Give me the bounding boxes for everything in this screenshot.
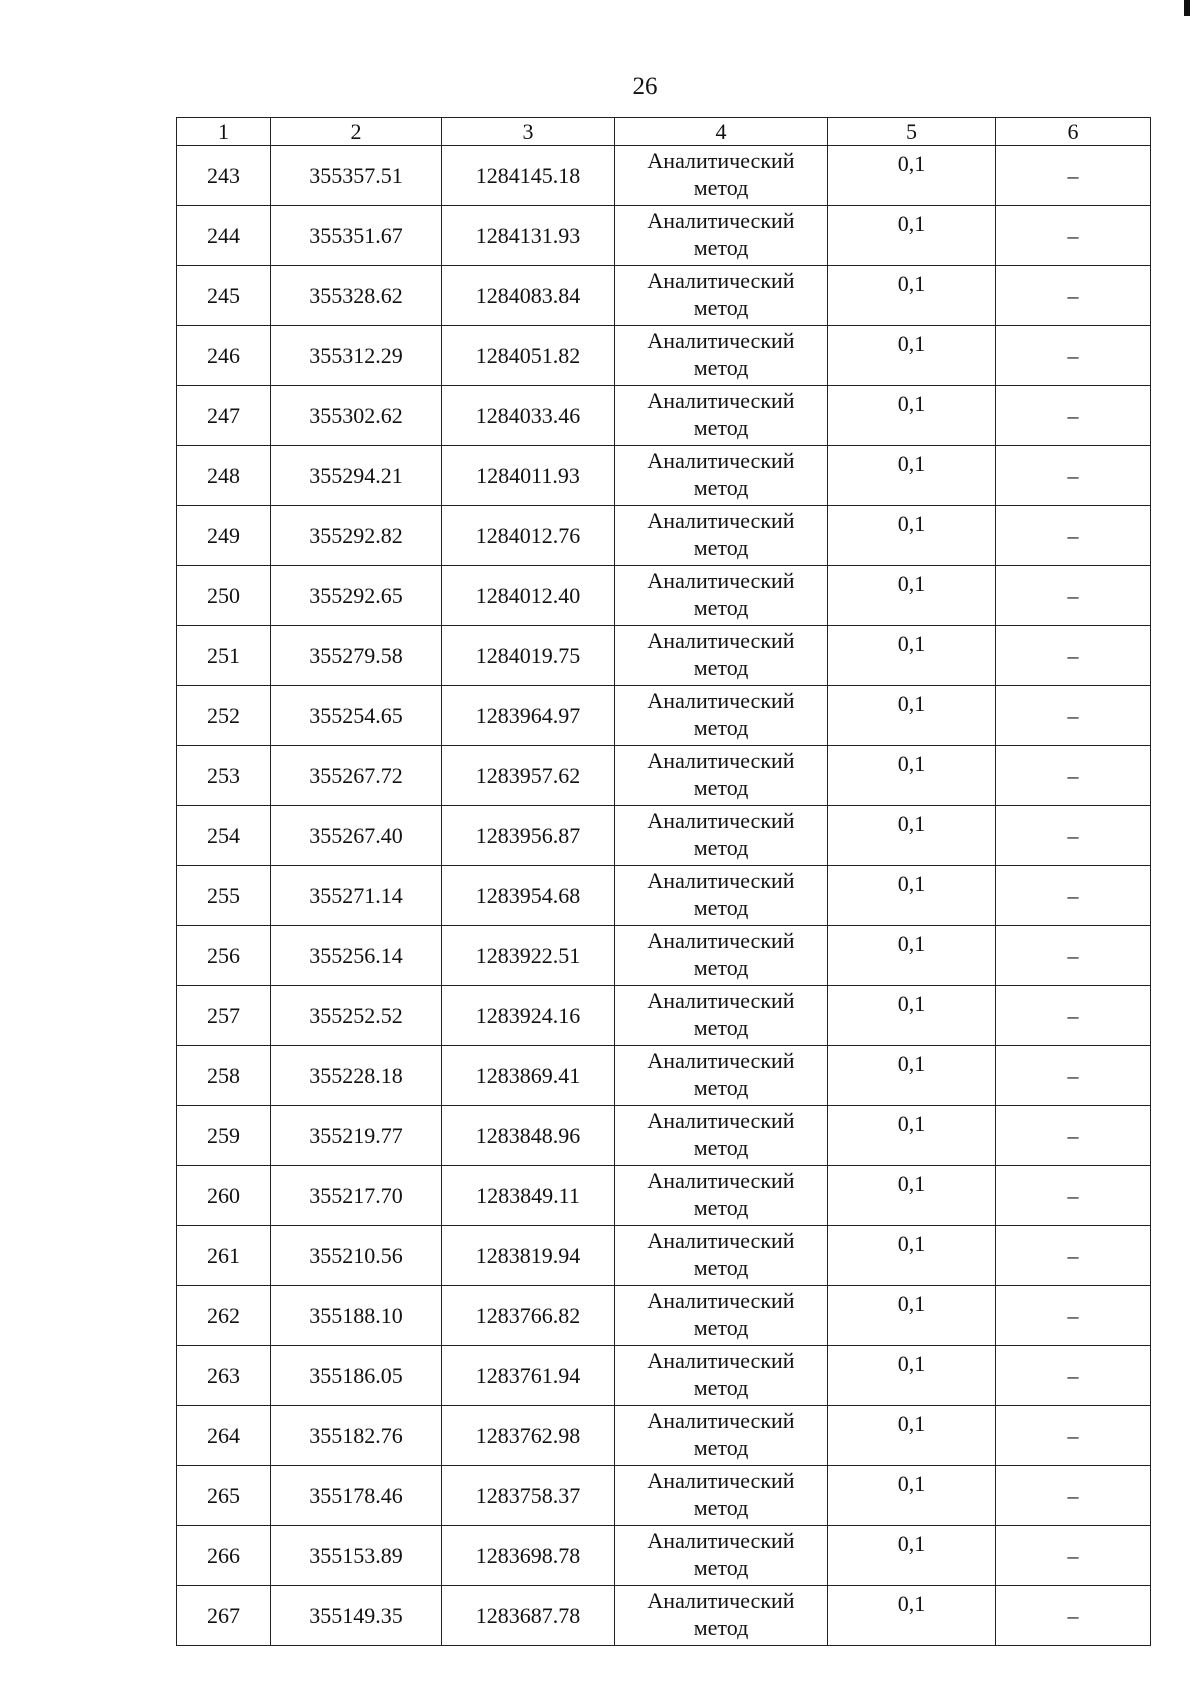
- coordinates-table-container: [176, 117, 1150, 1646]
- column-header-2: 2: [271, 118, 442, 146]
- method-line-2: метод: [693, 1375, 749, 1400]
- note-cell: –: [996, 626, 1151, 686]
- point-number-cell: 263: [177, 1346, 271, 1406]
- y-coordinate-cell: 1283766.82: [442, 1286, 615, 1346]
- method-line-2: метод: [693, 715, 749, 740]
- method-line-2: метод: [693, 1135, 749, 1160]
- method-line-2: метод: [693, 415, 749, 440]
- note-cell: –: [996, 1166, 1151, 1226]
- point-number-cell: 246: [177, 326, 271, 386]
- method-cell: [615, 1166, 828, 1226]
- accuracy-cell: 0,1: [828, 386, 996, 446]
- method-line-1: Аналитический: [647, 1528, 795, 1553]
- point-number-cell: 252: [177, 686, 271, 746]
- method-cell: [615, 1406, 828, 1466]
- method-cell: [615, 266, 828, 326]
- method-line-1: Аналитический: [647, 148, 795, 173]
- x-coordinate-cell: 355252.52: [271, 986, 442, 1046]
- method-line-2: метод: [693, 775, 749, 800]
- method-cell: [615, 566, 828, 626]
- table-row: [177, 1226, 1151, 1286]
- y-coordinate-cell: 1283869.41: [442, 1046, 615, 1106]
- method-cell: [615, 746, 828, 806]
- y-coordinate-cell: 1283761.94: [442, 1346, 615, 1406]
- method-line-1: Аналитический: [647, 448, 795, 473]
- y-coordinate-cell: 1284033.46: [442, 386, 615, 446]
- accuracy-cell: 0,1: [828, 1046, 996, 1106]
- point-number-cell: 267: [177, 1586, 271, 1646]
- method-line-2: метод: [693, 595, 749, 620]
- note-cell: –: [996, 1526, 1151, 1586]
- x-coordinate-cell: 355271.14: [271, 866, 442, 926]
- method-line-2: метод: [693, 1015, 749, 1040]
- x-coordinate-cell: 355279.58: [271, 626, 442, 686]
- method-cell: [615, 926, 828, 986]
- point-number-cell: 261: [177, 1226, 271, 1286]
- table-row: [177, 1106, 1151, 1166]
- x-coordinate-cell: 355254.65: [271, 686, 442, 746]
- accuracy-cell: 0,1: [828, 1106, 996, 1166]
- y-coordinate-cell: 1283849.11: [442, 1166, 615, 1226]
- method-cell: [615, 986, 828, 1046]
- point-number-cell: 257: [177, 986, 271, 1046]
- point-number-cell: 248: [177, 446, 271, 506]
- method-line-1: Аналитический: [647, 208, 795, 233]
- table-row: [177, 746, 1151, 806]
- x-coordinate-cell: 355312.29: [271, 326, 442, 386]
- y-coordinate-cell: 1284012.40: [442, 566, 615, 626]
- note-cell: –: [996, 1466, 1151, 1526]
- point-number-cell: 244: [177, 206, 271, 266]
- note-cell: –: [996, 1286, 1151, 1346]
- table-row: [177, 1406, 1151, 1466]
- note-cell: –: [996, 386, 1151, 446]
- point-number-cell: 256: [177, 926, 271, 986]
- point-number-cell: 249: [177, 506, 271, 566]
- y-coordinate-cell: 1284051.82: [442, 326, 615, 386]
- table-row: [177, 1046, 1151, 1106]
- method-cell: [615, 1466, 828, 1526]
- page-number: 26: [632, 73, 658, 100]
- table-header: [177, 118, 1151, 146]
- accuracy-cell: 0,1: [828, 686, 996, 746]
- method-cell: [615, 206, 828, 266]
- method-line-1: Аналитический: [647, 268, 795, 293]
- point-number-cell: 260: [177, 1166, 271, 1226]
- x-coordinate-cell: 355302.62: [271, 386, 442, 446]
- table-row: [177, 446, 1151, 506]
- y-coordinate-cell: 1283956.87: [442, 806, 615, 866]
- method-line-1: Аналитический: [647, 508, 795, 533]
- method-cell: [615, 866, 828, 926]
- x-coordinate-cell: 355267.72: [271, 746, 442, 806]
- x-coordinate-cell: 355292.65: [271, 566, 442, 626]
- note-cell: –: [996, 326, 1151, 386]
- method-line-1: Аналитический: [647, 1468, 795, 1493]
- y-coordinate-cell: 1284145.18: [442, 146, 615, 206]
- accuracy-cell: 0,1: [828, 266, 996, 326]
- table-row: [177, 1166, 1151, 1226]
- method-line-2: метод: [693, 895, 749, 920]
- point-number-cell: 265: [177, 1466, 271, 1526]
- note-cell: –: [996, 1586, 1151, 1646]
- method-cell: [615, 686, 828, 746]
- method-cell: [615, 146, 828, 206]
- x-coordinate-cell: 355294.21: [271, 446, 442, 506]
- method-line-1: Аналитический: [647, 328, 795, 353]
- table-row: [177, 1286, 1151, 1346]
- accuracy-cell: 0,1: [828, 626, 996, 686]
- method-line-2: метод: [693, 175, 749, 200]
- method-line-2: метод: [693, 1615, 749, 1640]
- y-coordinate-cell: 1283758.37: [442, 1466, 615, 1526]
- note-cell: –: [996, 266, 1151, 326]
- note-cell: –: [996, 806, 1151, 866]
- method-cell: [615, 386, 828, 446]
- note-cell: –: [996, 1406, 1151, 1466]
- x-coordinate-cell: 355188.10: [271, 1286, 442, 1346]
- accuracy-cell: 0,1: [828, 1466, 996, 1526]
- table-row: [177, 926, 1151, 986]
- x-coordinate-cell: 355228.18: [271, 1046, 442, 1106]
- table-row: [177, 806, 1151, 866]
- method-line-1: Аналитический: [647, 1228, 795, 1253]
- method-cell: [615, 1346, 828, 1406]
- y-coordinate-cell: 1284083.84: [442, 266, 615, 326]
- table-row: [177, 986, 1151, 1046]
- method-line-2: метод: [693, 1315, 749, 1340]
- accuracy-cell: 0,1: [828, 1526, 996, 1586]
- method-line-1: Аналитический: [647, 808, 795, 833]
- accuracy-cell: 0,1: [828, 1166, 996, 1226]
- point-number-cell: 254: [177, 806, 271, 866]
- method-cell: [615, 1586, 828, 1646]
- column-header-6: 6: [996, 118, 1151, 146]
- method-line-1: Аналитический: [647, 988, 795, 1013]
- method-line-1: Аналитический: [647, 1168, 795, 1193]
- x-coordinate-cell: 355149.35: [271, 1586, 442, 1646]
- accuracy-cell: 0,1: [828, 746, 996, 806]
- y-coordinate-cell: 1284019.75: [442, 626, 615, 686]
- point-number-cell: 255: [177, 866, 271, 926]
- note-cell: –: [996, 146, 1151, 206]
- method-line-2: метод: [693, 1555, 749, 1580]
- header-row: [177, 118, 1151, 146]
- y-coordinate-cell: 1283848.96: [442, 1106, 615, 1166]
- method-line-2: метод: [693, 1435, 749, 1460]
- accuracy-cell: 0,1: [828, 206, 996, 266]
- method-cell: [615, 446, 828, 506]
- y-coordinate-cell: 1283957.62: [442, 746, 615, 806]
- point-number-cell: 250: [177, 566, 271, 626]
- method-line-1: Аналитический: [647, 688, 795, 713]
- method-line-1: Аналитический: [647, 628, 795, 653]
- note-cell: –: [996, 986, 1151, 1046]
- point-number-cell: 258: [177, 1046, 271, 1106]
- x-coordinate-cell: 355178.46: [271, 1466, 442, 1526]
- method-cell: [615, 1046, 828, 1106]
- note-cell: –: [996, 1226, 1151, 1286]
- table-row: [177, 866, 1151, 926]
- column-header-3: 3: [442, 118, 615, 146]
- y-coordinate-cell: 1283924.16: [442, 986, 615, 1046]
- y-coordinate-cell: 1283819.94: [442, 1226, 615, 1286]
- table-row: [177, 326, 1151, 386]
- method-cell: [615, 1106, 828, 1166]
- column-header-4: 4: [615, 118, 828, 146]
- x-coordinate-cell: 355256.14: [271, 926, 442, 986]
- table-row: [177, 626, 1151, 686]
- x-coordinate-cell: 355153.89: [271, 1526, 442, 1586]
- table-body: [177, 146, 1151, 1646]
- y-coordinate-cell: 1283954.68: [442, 866, 615, 926]
- x-coordinate-cell: 355217.70: [271, 1166, 442, 1226]
- x-coordinate-cell: 355186.05: [271, 1346, 442, 1406]
- method-cell: [615, 626, 828, 686]
- table-row: [177, 146, 1151, 206]
- y-coordinate-cell: 1284011.93: [442, 446, 615, 506]
- y-coordinate-cell: 1284012.76: [442, 506, 615, 566]
- y-coordinate-cell: 1283922.51: [442, 926, 615, 986]
- method-line-1: Аналитический: [647, 1048, 795, 1073]
- x-coordinate-cell: 355210.56: [271, 1226, 442, 1286]
- note-cell: –: [996, 746, 1151, 806]
- point-number-cell: 259: [177, 1106, 271, 1166]
- method-cell: [615, 506, 828, 566]
- method-cell: [615, 1226, 828, 1286]
- accuracy-cell: 0,1: [828, 506, 996, 566]
- accuracy-cell: 0,1: [828, 566, 996, 626]
- method-cell: [615, 326, 828, 386]
- point-number-cell: 266: [177, 1526, 271, 1586]
- table-row: [177, 686, 1151, 746]
- column-header-5: 5: [828, 118, 996, 146]
- method-cell: [615, 1526, 828, 1586]
- point-number-cell: 253: [177, 746, 271, 806]
- table-row: [177, 1586, 1151, 1646]
- accuracy-cell: 0,1: [828, 1286, 996, 1346]
- accuracy-cell: 0,1: [828, 986, 996, 1046]
- table-row: [177, 506, 1151, 566]
- method-cell: [615, 1286, 828, 1346]
- note-cell: –: [996, 926, 1151, 986]
- method-line-2: метод: [693, 1075, 749, 1100]
- y-coordinate-cell: 1284131.93: [442, 206, 615, 266]
- note-cell: –: [996, 506, 1151, 566]
- note-cell: –: [996, 206, 1151, 266]
- method-line-1: Аналитический: [647, 928, 795, 953]
- note-cell: –: [996, 866, 1151, 926]
- table-row: [177, 566, 1151, 626]
- point-number-cell: 245: [177, 266, 271, 326]
- method-line-2: метод: [693, 295, 749, 320]
- method-line-1: Аналитический: [647, 1408, 795, 1433]
- method-line-1: Аналитический: [647, 748, 795, 773]
- method-line-1: Аналитический: [647, 388, 795, 413]
- accuracy-cell: 0,1: [828, 1226, 996, 1286]
- y-coordinate-cell: 1283762.98: [442, 1406, 615, 1466]
- method-line-2: метод: [693, 1495, 749, 1520]
- x-coordinate-cell: 355182.76: [271, 1406, 442, 1466]
- x-coordinate-cell: 355292.82: [271, 506, 442, 566]
- method-line-1: Аналитический: [647, 568, 795, 593]
- note-cell: –: [996, 1106, 1151, 1166]
- point-number-cell: 243: [177, 146, 271, 206]
- table-row: [177, 1526, 1151, 1586]
- point-number-cell: 247: [177, 386, 271, 446]
- point-number-cell: 251: [177, 626, 271, 686]
- table-row: [177, 1466, 1151, 1526]
- method-line-2: метод: [693, 835, 749, 860]
- x-coordinate-cell: 355357.51: [271, 146, 442, 206]
- method-line-2: метод: [693, 655, 749, 680]
- note-cell: –: [996, 566, 1151, 626]
- table-row: [177, 266, 1151, 326]
- y-coordinate-cell: 1283698.78: [442, 1526, 615, 1586]
- accuracy-cell: 0,1: [828, 866, 996, 926]
- method-line-2: метод: [693, 1255, 749, 1280]
- accuracy-cell: 0,1: [828, 1406, 996, 1466]
- method-line-2: метод: [693, 955, 749, 980]
- accuracy-cell: 0,1: [828, 806, 996, 866]
- method-cell: [615, 806, 828, 866]
- accuracy-cell: 0,1: [828, 146, 996, 206]
- accuracy-cell: 0,1: [828, 326, 996, 386]
- accuracy-cell: 0,1: [828, 1346, 996, 1406]
- point-number-cell: 262: [177, 1286, 271, 1346]
- table-row: [177, 206, 1151, 266]
- coordinates-table: [176, 117, 1151, 1646]
- note-cell: –: [996, 446, 1151, 506]
- method-line-2: метод: [693, 355, 749, 380]
- method-line-2: метод: [693, 235, 749, 260]
- method-line-2: метод: [693, 535, 749, 560]
- x-coordinate-cell: 355219.77: [271, 1106, 442, 1166]
- method-line-1: Аналитический: [647, 1108, 795, 1133]
- accuracy-cell: 0,1: [828, 926, 996, 986]
- method-line-1: Аналитический: [647, 1588, 795, 1613]
- note-cell: –: [996, 1046, 1151, 1106]
- table-row: [177, 1346, 1151, 1406]
- accuracy-cell: 0,1: [828, 1586, 996, 1646]
- method-line-1: Аналитический: [647, 1348, 795, 1373]
- note-cell: –: [996, 686, 1151, 746]
- point-number-cell: 264: [177, 1406, 271, 1466]
- column-header-1: 1: [177, 118, 271, 146]
- accuracy-cell: 0,1: [828, 446, 996, 506]
- note-cell: –: [996, 1346, 1151, 1406]
- method-line-2: метод: [693, 1195, 749, 1220]
- x-coordinate-cell: 355351.67: [271, 206, 442, 266]
- scan-corner-mark: [1184, 0, 1190, 16]
- table-row: [177, 386, 1151, 446]
- x-coordinate-cell: 355328.62: [271, 266, 442, 326]
- x-coordinate-cell: 355267.40: [271, 806, 442, 866]
- y-coordinate-cell: 1283964.97: [442, 686, 615, 746]
- y-coordinate-cell: 1283687.78: [442, 1586, 615, 1646]
- method-line-1: Аналитический: [647, 1288, 795, 1313]
- method-line-1: Аналитический: [647, 868, 795, 893]
- method-line-2: метод: [693, 475, 749, 500]
